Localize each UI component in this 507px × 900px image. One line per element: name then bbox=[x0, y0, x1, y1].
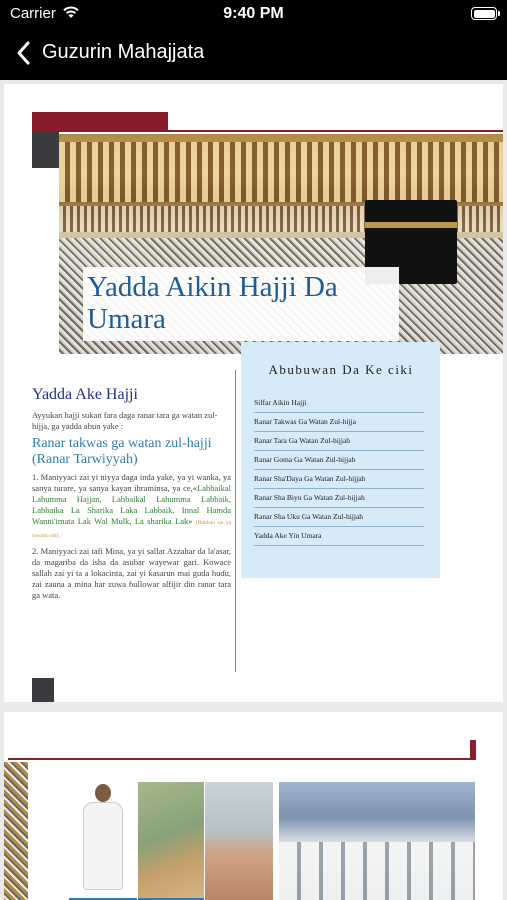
citation: (Bukhari ne ya ruwaito shi). bbox=[32, 520, 232, 539]
toc-item[interactable]: Ranar Sha'Daya Ga Watan Zul-hijjah bbox=[254, 470, 424, 489]
toc-item[interactable]: Ranar Tara Ga Watan Zul-hijjah bbox=[254, 432, 424, 451]
toc-item[interactable]: Ranar Goma Ga Watan Zul-hijjah bbox=[254, 451, 424, 470]
hero-title-box bbox=[83, 267, 399, 341]
battery-icon bbox=[471, 7, 497, 20]
decor-gray-square bbox=[32, 132, 59, 168]
navigation-bar bbox=[0, 28, 507, 80]
decor-red-bar bbox=[32, 112, 168, 132]
perfume-image bbox=[138, 782, 204, 900]
intro-paragraph: Ayyukan hajji sukan fara daga ranar tara ga watan zul-hijja, ga yadda abun yake : bbox=[32, 410, 218, 431]
toc-item[interactable]: Ranar Sha Uku Ga Watan Zul-hijjah bbox=[254, 508, 424, 527]
step-1-prefix: 1. Maniyyaci zai yi niyya daga inda yake, ya yi wanka, ya sanya turare, ya sanya kayan ihraminsa, ya ce,« bbox=[32, 472, 231, 493]
decor-gray-square-bottom bbox=[32, 678, 54, 702]
toc-title: Abubuwan Da Ke ciki bbox=[268, 362, 414, 377]
book-page-2 bbox=[4, 712, 503, 900]
table-of-contents bbox=[241, 342, 440, 578]
decor-red-line bbox=[8, 758, 474, 760]
toc-item[interactable]: Siffar Aikin Hajji bbox=[254, 394, 424, 413]
nav-title: Guzurin Mahajjata bbox=[42, 41, 205, 63]
subsection-title: Ranar takwas ga watan zul-hajji (Ranar Tarwiyyah) bbox=[32, 436, 212, 467]
shaving-image bbox=[205, 782, 273, 900]
pilgrim-ihram-image bbox=[69, 782, 137, 900]
crowd-image-strip bbox=[4, 762, 28, 900]
column-divider bbox=[235, 370, 236, 672]
section-title: Yadda Ake Hajji bbox=[32, 386, 138, 403]
mina-tents-image bbox=[279, 782, 475, 900]
talbiya-text: Labbaikal Lahumma Hajjan, Labbaikal Lahumma Labbaik, Labbaika La Sharika Laka Labbaik, Innal Hamda Wanni'imata Lak Wal Mulk, La sharika Lak bbox=[32, 483, 231, 526]
step-1-paragraph bbox=[32, 472, 231, 542]
book-scroll-view[interactable] bbox=[0, 80, 507, 900]
toc-item[interactable]: Ranar Takwas Ga Watan Zul-hijja bbox=[254, 413, 424, 432]
status-bar bbox=[0, 0, 507, 28]
decor-red-line bbox=[168, 130, 503, 132]
step-1-suffix: » bbox=[188, 516, 193, 526]
toc-item[interactable]: Ranar Sha Biyu Ga Watan Zul-hijjah bbox=[254, 489, 424, 508]
toc-list bbox=[254, 394, 424, 546]
clock: 9:40 PM bbox=[223, 5, 284, 22]
kaaba-hero-image bbox=[59, 134, 503, 354]
hero-title: Yadda Aikin Hajji Da Umara bbox=[87, 271, 338, 335]
book-page-1 bbox=[4, 84, 503, 702]
decor-red-block bbox=[470, 740, 476, 760]
carrier-label: Carrier bbox=[10, 5, 56, 22]
step-2-paragraph: 2. Maniyyaci zai tafi Mina, ya yi sallar Azzahar da la'asar, da magariba da isha da asubar wayewar gari. Kowace sallah zai yi ta a lokacinta, zai yi ƙasarun mai guda huɗu, zai zauna a mina har zuwa ɓullowar alfijir din ranar tara ga wata. bbox=[32, 546, 231, 600]
toc-item[interactable]: Yadda Ake Yin Umara bbox=[254, 527, 424, 546]
chevron-left-icon[interactable] bbox=[12, 38, 36, 68]
